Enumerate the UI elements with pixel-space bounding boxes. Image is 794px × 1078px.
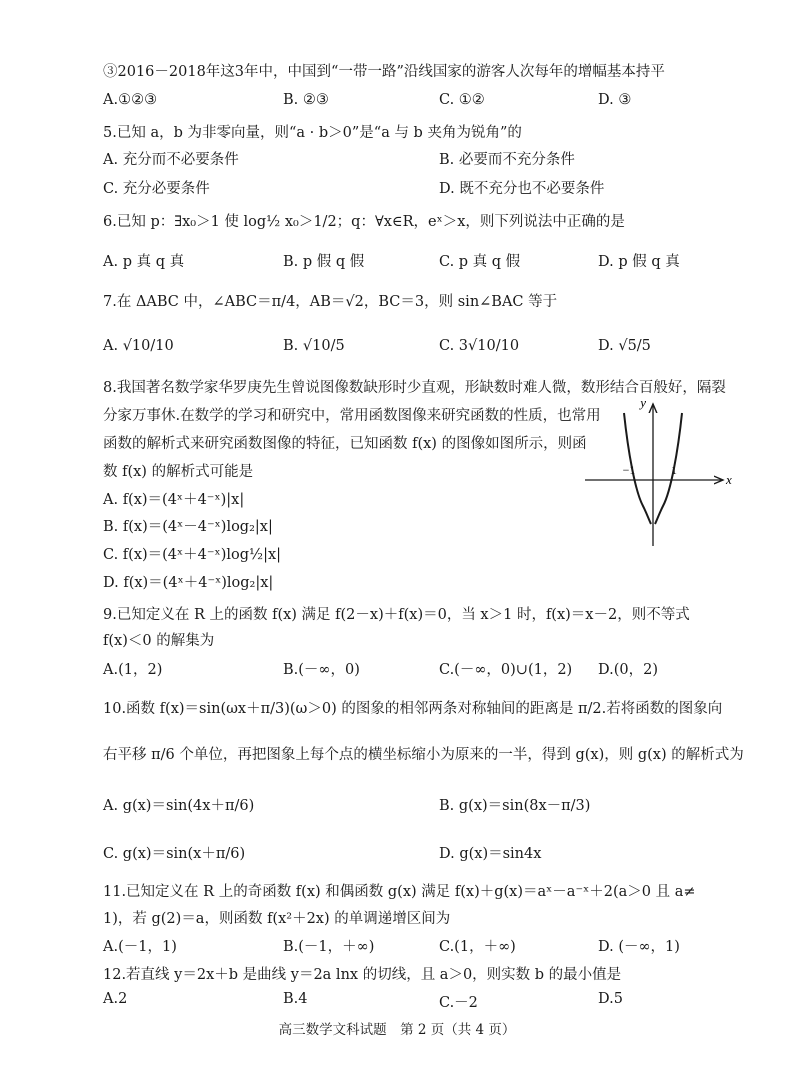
q7-option-d: D. √5/5	[598, 338, 651, 354]
q9-option-c: C.(－∞，0)∪(1，2)	[439, 662, 573, 678]
graph-y-label: y	[640, 396, 646, 410]
q12-option-d: D.5	[598, 991, 623, 1007]
q8-option-c: C. f(x)＝(4ˣ＋4⁻ˣ)log½|x|	[103, 547, 282, 563]
q3-statement-3: ③2016－2018年这3年中，中国到“一带一路”沿线国家的游客人次每年的增幅基本持平	[103, 64, 665, 80]
q8-stem-line-1: 8.我国著名数学家华罗庚先生曾说图像数缺形时少直观，形缺数时难人微，数形结合百般好，隔裂	[103, 380, 726, 396]
q7-option-c: C. 3√10/10	[439, 338, 520, 354]
q11-option-a: A.(－1，1)	[103, 939, 177, 955]
q11-stem-line-1: 11.已知定义在 R 上的奇函数 f(x) 和偶函数 g(x) 满足 f(x)＋g(x)＝aˣ－a⁻ˣ＋2(a＞0 且 a≠	[103, 884, 696, 900]
graph-curve-right	[655, 413, 682, 524]
q5-option-b: B. 必要而不充分条件	[439, 152, 575, 168]
q8-option-d: D. f(x)＝(4ˣ＋4⁻ˣ)log₂|x|	[103, 575, 274, 591]
graph-tick-pos1: 1	[671, 463, 677, 477]
q9-option-b: B.(－∞，0)	[283, 662, 360, 678]
q10-option-c: C. g(x)＝sin(x＋π/6)	[103, 846, 246, 862]
q9-option-a: A.(1，2)	[103, 662, 163, 678]
q8-option-a: A. f(x)＝(4ˣ＋4⁻ˣ)|x|	[103, 492, 245, 508]
q3-option-c: C. ①②	[439, 92, 485, 108]
q10-option-a: A. g(x)＝sin(4x＋π/6)	[103, 798, 255, 814]
q8-option-b: B. f(x)＝(4ˣ－4⁻ˣ)log₂|x|	[103, 519, 273, 535]
q8-function-graph	[583, 396, 733, 556]
q5-option-a: A. 充分而不必要条件	[103, 152, 239, 168]
q10-option-b: B. g(x)＝sin(8x－π/3)	[439, 798, 591, 814]
q10-stem-line-2: 右平移 π/6 个单位，再把图象上每个点的横坐标缩小为原来的一半，得到 g(x)，则 g(x) 的解析式为	[103, 747, 744, 763]
page-footer: 高三数学文科试题 第 2 页（共 4 页）	[278, 1022, 516, 1038]
q8-stem-line-3: 函数的解析式来研究函数图像的特征，已知函数 f(x) 的图像如图所示，则函	[103, 436, 587, 452]
q12-option-c: C.－2	[439, 995, 478, 1011]
q12-option-b: B.4	[283, 991, 308, 1007]
q6-option-b: B. p 假 q 假	[283, 254, 365, 270]
q7-option-a: A. √10/10	[103, 338, 174, 354]
q6-option-c: C. p 真 q 假	[439, 254, 521, 270]
q11-stem-line-2: 1)，若 g(2)＝a，则函数 f(x²＋2x) 的单调递增区间为	[103, 911, 451, 927]
q9-stem-line-2: f(x)＜0 的解集为	[103, 633, 215, 649]
q9-option-d: D.(0，2)	[598, 662, 658, 678]
q9-stem-line-1: 9.已知定义在 R 上的函数 f(x) 满足 f(2－x)＋f(x)＝0，当 x＞1 时，f(x)＝x－2，则不等式	[103, 607, 690, 623]
graph-x-label: x	[726, 472, 732, 487]
q6-option-d: D. p 假 q 真	[598, 254, 680, 270]
q11-option-c: C.(1，＋∞)	[439, 939, 516, 955]
q6-stem: 6.已知 p：∃x₀＞1 使 log½ x₀＞1/2；q：∀x∈R，eˣ＞x，则下列说法中正确的是	[103, 214, 625, 230]
q7-stem: 7.在 ΔABC 中，∠ABC＝π/4，AB＝√2，BC＝3，则 sin∠BAC 等于	[103, 294, 558, 310]
q10-stem-line-1: 10.函数 f(x)＝sin(ωx＋π/3)(ω＞0) 的图象的相邻两条对称轴间的距离是 π/2.若将函数的图象向	[103, 701, 723, 717]
q3-option-a: A.①②③	[103, 92, 158, 108]
q8-stem-line-4: 数 f(x) 的解析式可能是	[103, 464, 254, 480]
q11-option-d: D. (－∞，1)	[598, 939, 680, 955]
q3-option-d: D. ③	[598, 92, 632, 108]
q5-stem: 5.已知 a，b 为非零向量，则“a · b＞0”是“a 与 b 夹角为锐角”的	[103, 125, 522, 141]
q6-option-a: A. p 真 q 真	[103, 254, 185, 270]
q3-option-b: B. ②③	[283, 92, 329, 108]
graph-tick-neg1: −1	[622, 463, 636, 477]
q5-option-d: D. 既不充分也不必要条件	[439, 181, 605, 197]
q11-option-b: B.(－1，＋∞)	[283, 939, 375, 955]
q12-option-a: A.2	[103, 991, 128, 1007]
q10-option-d: D. g(x)＝sin4x	[439, 846, 542, 862]
q12-stem: 12.若直线 y＝2x＋b 是曲线 y＝2a lnx 的切线，且 a＞0，则实数 b 的最小值是	[103, 967, 622, 983]
q8-stem-line-2: 分家万事休.在数学的学习和研究中，常用函数图像来研究函数的性质，也常用	[103, 408, 601, 424]
q5-option-c: C. 充分必要条件	[103, 181, 210, 197]
q7-option-b: B. √10/5	[283, 338, 345, 354]
